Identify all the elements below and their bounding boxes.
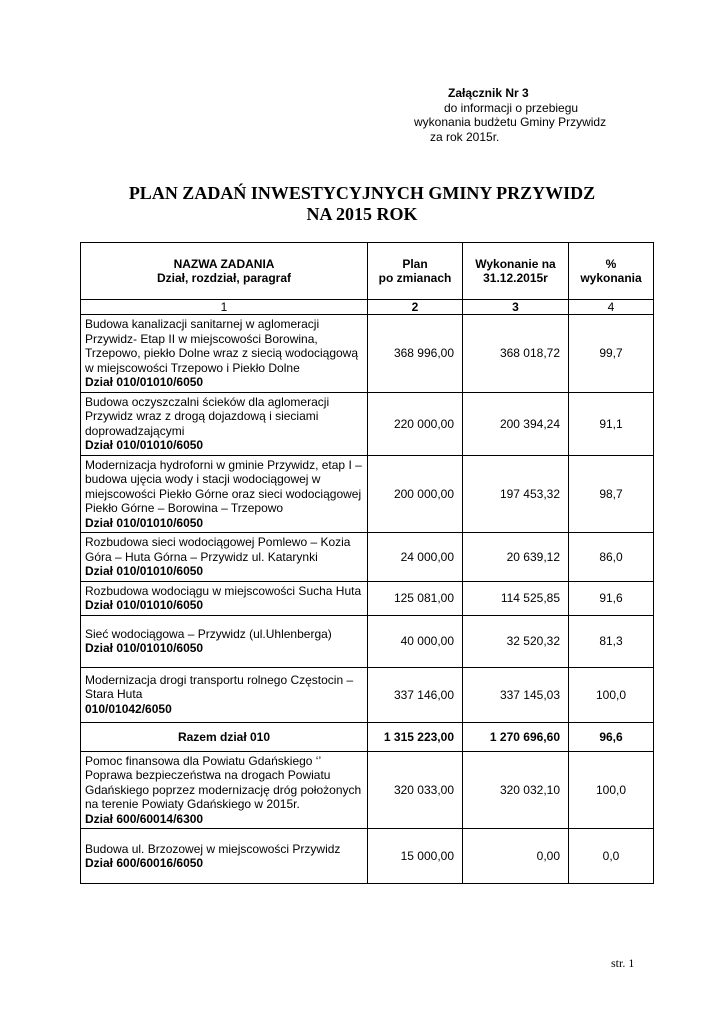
plan-value: 15 000,00 [368, 829, 463, 884]
task-division: Dział 010/01010/6050 [85, 515, 204, 530]
table-row [81, 751, 654, 829]
column-number: 1 [81, 300, 368, 315]
task-name-cell [81, 533, 368, 582]
header-execution [463, 243, 569, 300]
table-row [81, 455, 654, 533]
header-plan-line-1: Plan [402, 257, 428, 271]
plan-value: 368 996,00 [368, 315, 463, 393]
plan-value: 40 000,00 [368, 615, 463, 667]
plan-value: 125 081,00 [368, 581, 463, 615]
execution-value: 32 520,32 [463, 615, 569, 667]
percent-value: 91,1 [569, 392, 654, 455]
percent-value: 81,3 [569, 615, 654, 667]
header-task-name [81, 243, 368, 300]
percent-value: 0,0 [569, 829, 654, 884]
plan-value: 200 000,00 [368, 455, 463, 533]
task-division: Dział 010/01010/6050 [85, 564, 204, 578]
page-number: str. 1 [611, 956, 635, 970]
header-task-name-line-2: Dział, rozdział, paragraf [156, 271, 292, 285]
task-description: Budowa ul. Brzozowej w miejscowości Przywidz [85, 841, 341, 856]
task-description: Modernizacja hydroforni w gminie Przywidz, etap I – budowa ujęcia wody i stacji wodociągowej w miejscowości Piekło Górne oraz sieci wodociągowej Piekło Górne – Borowina – Trzepowo [85, 457, 362, 515]
column-number: 4 [569, 300, 654, 315]
task-name-cell [81, 315, 368, 393]
task-name-cell [81, 581, 368, 615]
percent-value: 86,0 [569, 533, 654, 582]
header-plan [368, 243, 463, 300]
table-row [81, 829, 654, 884]
document-title-line-1: PLAN ZADAŃ INWESTYCYJNYCH GMINY PRZYWIDZ [128, 183, 596, 203]
header-plan-line-2: po zmianach [378, 271, 452, 285]
header-percent [569, 243, 654, 300]
task-name-cell [81, 455, 368, 533]
task-division: Dział 010/01010/6050 [85, 438, 204, 452]
table-row [81, 392, 654, 455]
percent-value: 99,7 [569, 315, 654, 393]
column-number: 2 [368, 300, 463, 315]
table-row [81, 667, 654, 722]
table-row [81, 315, 654, 393]
header-task-name-line-1: NAZWA ZADANIA [173, 257, 275, 271]
annex-title: Załącznik Nr 3 [448, 86, 529, 100]
task-description: Budowa oczyszczalni ścieków dla aglomeracji Przywidz wraz z drogą dojazdową i sieciami doprowadzającymi [85, 394, 330, 438]
plan-value: 320 033,00 [368, 751, 463, 829]
task-division: 010/01042/6050 [85, 701, 172, 716]
annex-line-2: wykonania budżetu Gminy Przywidz [414, 115, 607, 129]
header-percent-line-1: % [605, 257, 617, 271]
document-title [0, 183, 724, 225]
total-label: Razem dział 010 [81, 722, 368, 751]
percent-value: 91,6 [569, 581, 654, 615]
total-execution: 1 270 696,60 [463, 722, 569, 751]
column-number: 3 [463, 300, 569, 315]
percent-value: 98,7 [569, 455, 654, 533]
total-row-010 [81, 722, 654, 751]
task-description: Sieć wodociągowa – Przywidz (ul.Uhlenberga) [85, 626, 332, 641]
annex-header [410, 86, 650, 144]
task-name-cell [81, 615, 368, 667]
execution-value: 0,00 [463, 829, 569, 884]
task-description: Rozbudowa sieci wodociągowej Pomlewo – Kozia Góra – Huta Górna – Przywidz ul. Katarynki [85, 535, 351, 564]
plan-value: 24 000,00 [368, 533, 463, 582]
execution-value: 320 032,10 [463, 751, 569, 829]
execution-value: 197 453,32 [463, 455, 569, 533]
header-execution-line-2: 31.12.2015r [483, 271, 548, 285]
execution-value: 368 018,72 [463, 315, 569, 393]
execution-value: 20 639,12 [463, 533, 569, 582]
plan-value: 337 146,00 [368, 667, 463, 722]
table-row [81, 615, 654, 667]
task-name-cell [81, 751, 368, 829]
execution-value: 337 145,03 [463, 667, 569, 722]
table-row [81, 581, 654, 615]
annex-line-3: za rok 2015r. [430, 129, 500, 144]
total-percent: 96,6 [569, 722, 654, 751]
percent-value: 100,0 [569, 751, 654, 829]
task-name-cell [81, 829, 368, 884]
task-division: Dział 010/01010/6050 [85, 641, 204, 655]
task-division: Dział 010/01010/6050 [85, 375, 204, 389]
plan-value: 220 000,00 [368, 392, 463, 455]
task-division: Dział 600/60016/6050 [85, 856, 204, 870]
document-title-line-2: NA 2015 ROK [306, 204, 418, 224]
task-description: Budowa kanalizacji sanitarnej w aglomeracji Przywidz- Etap II w miejscowości Borowina, Trzepowo, piekło Dolne wraz z siecią wodociągową w miejscowości Trzepowo i Piekło Dolne [85, 317, 359, 375]
task-name-cell [81, 392, 368, 455]
annex-line-1: do informacji o przebiegu [444, 100, 579, 115]
task-division: Dział 010/01010/6050 [85, 598, 204, 612]
task-description: Rozbudowa wodociągu w miejscowości Sucha Huta [85, 583, 362, 598]
table-row [81, 533, 654, 582]
header-percent-line-2: wykonania [580, 271, 642, 285]
execution-value: 114 525,85 [463, 581, 569, 615]
execution-value: 200 394,24 [463, 392, 569, 455]
total-plan: 1 315 223,00 [368, 722, 463, 751]
task-name-cell [81, 667, 368, 722]
investment-plan-table [80, 242, 654, 884]
task-division: Dział 600/60014/6300 [85, 811, 204, 826]
task-description: Modernizacja drogi transportu rolnego Częstocin – Stara Huta [85, 672, 354, 702]
percent-value: 100,0 [569, 667, 654, 722]
header-execution-line-1: Wykonanie na [475, 257, 556, 271]
table-header-row [81, 243, 654, 300]
column-number-row [81, 300, 654, 315]
task-description: Pomoc finansowa dla Powiatu Gdańskiego ‘’ Poprawa bezpieczeństwa na drogach Powiatu Gdańskiego poprzez modernizację dróg położonych na terenie Powiaty Gdańskiego w 2015r. [85, 753, 362, 811]
